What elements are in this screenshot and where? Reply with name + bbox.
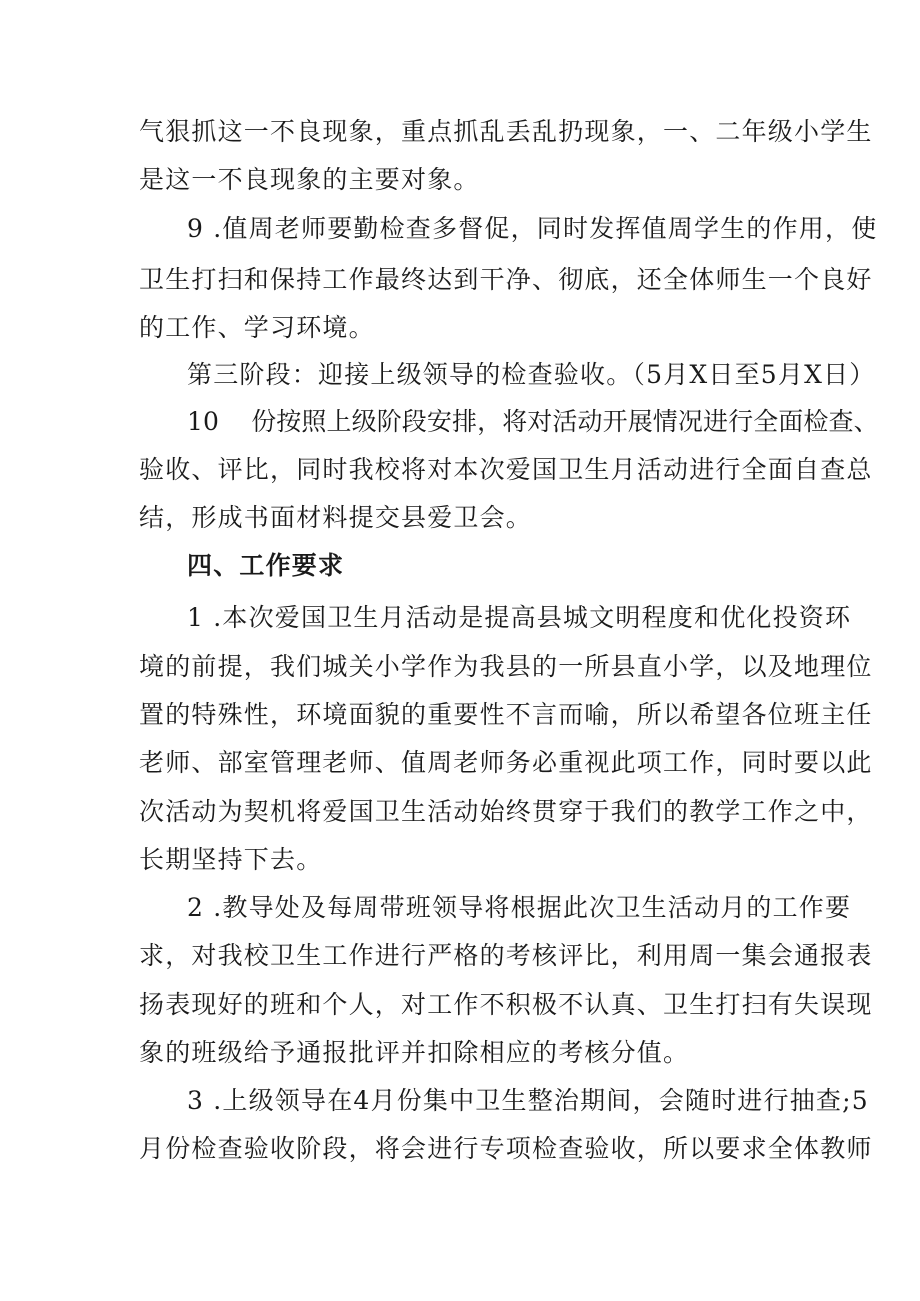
text-line: 卫生打扫和保持工作最终达到干净、彻底，还全体师生一个良好 xyxy=(139,265,873,294)
list-item-10: 10 份按照上级阶段安排，将对活动开展情况进行全面检查、 xyxy=(187,407,879,436)
text-line: 气狠抓这一不良现象，重点抓乱丢乱扔现象，一、二年级小学生 xyxy=(139,117,873,146)
text-line: 月份检查验收阶段，将会进行专项检查验收，所以要求全体教师 xyxy=(139,1134,873,1163)
text-line: 是这一不良现象的主要对象。 xyxy=(139,165,480,194)
text-line: 老师、部室管理老师、值周老师务必重视此项工作，同时要以此 xyxy=(139,748,873,777)
text-line: 的工作、学习环境。 xyxy=(139,313,375,342)
text-line: 置的特殊性，环境面貌的重要性不言而喻，所以希望各位班主任 xyxy=(139,700,873,729)
text-line: 境的前提，我们城关小学作为我县的一所县直小学，以及地理位 xyxy=(139,652,873,681)
list-item-2: 2 .教导处及每周带班领导将根据此次卫生活动月的工作要 xyxy=(187,893,852,922)
section-heading: 四、工作要求 xyxy=(187,551,345,580)
text-line: 验收、评比，同时我校将对本次爱国卫生月活动进行全面自查总 xyxy=(139,455,873,484)
list-item-1: 1 .本次爱国卫生月活动是提高县城文明程度和优化投资环 xyxy=(187,603,852,632)
list-item-3: 3 .上级领导在4月份集中卫生整治期间，会随时进行抽查;5 xyxy=(187,1086,869,1115)
text-line: 求，对我校卫生工作进行严格的考核评比，利用周一集会通报表 xyxy=(139,941,873,970)
list-item-9: 9 .值周老师要勤检查多督促，同时发挥值周学生的作用，使 xyxy=(187,214,878,243)
stage-heading: 第三阶段：迎接上级领导的检查验收。（5月X日至5月X日） xyxy=(187,360,876,389)
text-line: 长期坚持下去。 xyxy=(139,845,323,874)
text-line: 扬表现好的班和个人，对工作不积极不认真、卫生打扫有失误现 xyxy=(139,990,873,1019)
text-line: 次活动为契机将爱国卫生活动始终贯穿于我们的教学工作之中， xyxy=(139,797,873,826)
text-line: 结，形成书面材料提交县爱卫会。 xyxy=(139,503,533,532)
text-line: 象的班级给予通报批评并扣除相应的考核分值。 xyxy=(139,1038,690,1067)
